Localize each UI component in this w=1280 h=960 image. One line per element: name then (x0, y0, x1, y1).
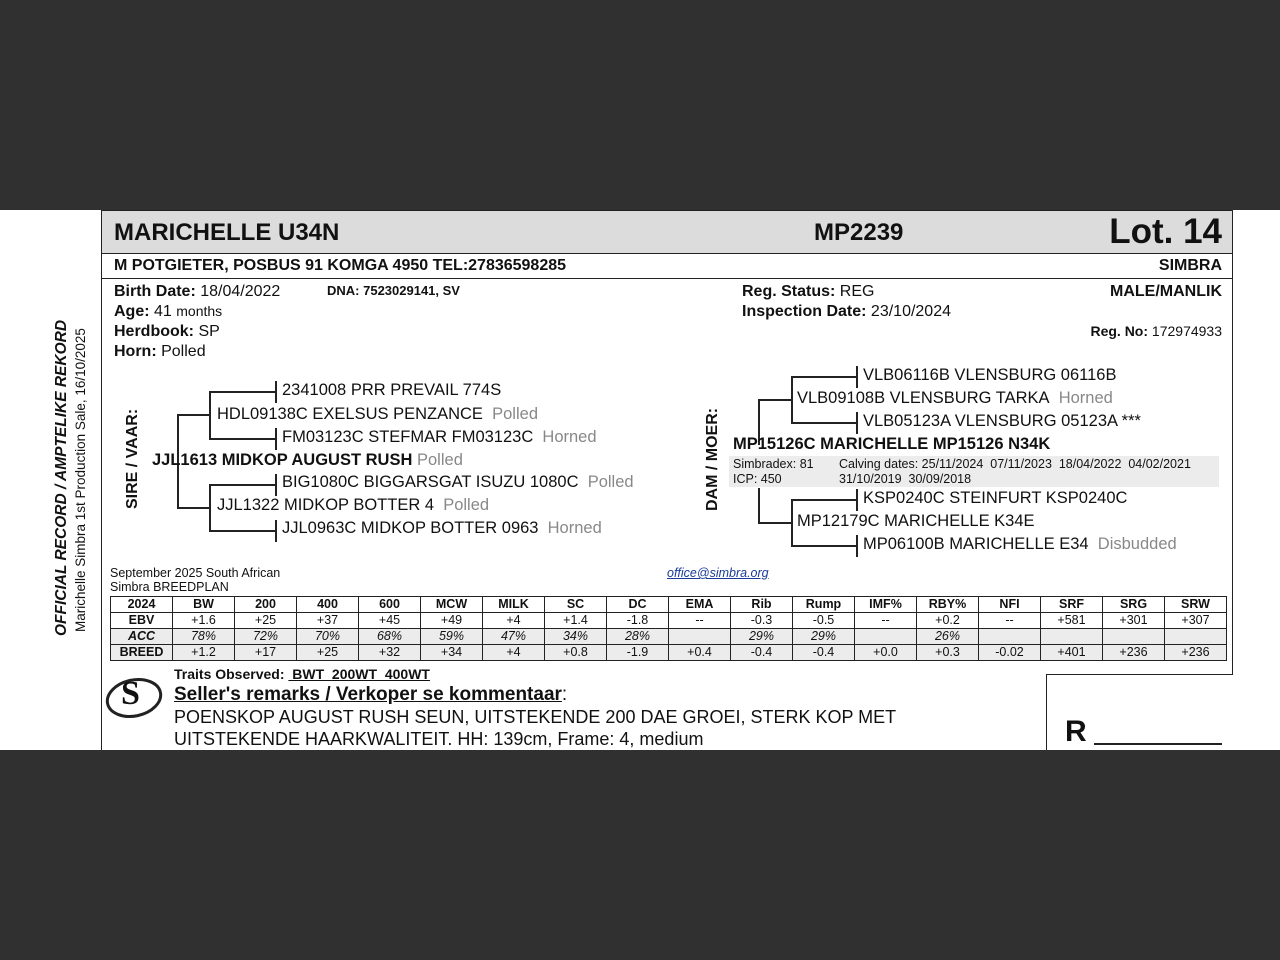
ebv-cell: -- (669, 613, 731, 629)
ebv-header-cell: 200 (235, 597, 297, 613)
dam-connector (856, 412, 858, 434)
ebv-cell: +0.3 (917, 645, 979, 661)
logo-letter: S (121, 675, 140, 712)
sss-name: 2341008 PRR PREVAIL 774S (282, 381, 502, 399)
dam-sire-sire (863, 366, 1116, 385)
currency-letter: R (1065, 715, 1087, 748)
ebv-cell: +307 (1165, 613, 1227, 629)
ebv-cell: 72% (235, 629, 297, 645)
sire-status: Polled (417, 451, 463, 469)
animal-code: MP2239 (814, 219, 904, 246)
ebv-row-label: EBV (111, 613, 173, 629)
sire-connector (177, 507, 209, 509)
ds-status: Horned (1058, 389, 1113, 407)
birth-date-value: 18/04/2022 (200, 283, 281, 300)
ebv-cell: -0.02 (979, 645, 1041, 661)
ebv-row-label: BREED (111, 645, 173, 661)
horn-label: Horn: (114, 343, 157, 360)
dam-dam-dam (863, 535, 1177, 554)
dam-connector (758, 488, 760, 522)
ebv-cell (1103, 629, 1165, 645)
ebv-cell: 26% (917, 629, 979, 645)
sire (152, 451, 463, 470)
ebv-cell: +1.6 (173, 613, 235, 629)
dam-connector (758, 399, 792, 401)
ebv-header-cell: Rump (793, 597, 855, 613)
ebv-cell: -0.4 (731, 645, 793, 661)
dam-sire (797, 389, 1113, 408)
dam-sire-dam (863, 412, 1141, 431)
dam-connector (791, 545, 857, 547)
ddd-status: Disbudded (1097, 535, 1177, 553)
ss-status: Polled (492, 405, 538, 423)
sire-name: JJL1613 MIDKOP AUGUST RUSH (152, 451, 413, 469)
ebv-cell: -0.3 (731, 613, 793, 629)
remarks-title-text: Seller's remarks / Verkoper se kommentaar (174, 684, 562, 705)
sire-connector (275, 520, 277, 542)
ebv-cell: +0.4 (669, 645, 731, 661)
ebv-cell: 70% (297, 629, 359, 645)
price-underline (1094, 743, 1222, 745)
sds-name: BIG1080C BIGGARSGAT ISUZU 1080C (282, 473, 579, 491)
price-box (1046, 674, 1233, 750)
icp: ICP: 450 (733, 472, 782, 486)
ebv-header-cell: SRG (1103, 597, 1165, 613)
calving-dates-cont: 31/10/2019 30/09/2018 (839, 472, 972, 486)
reg-status-label: Reg. Status: (742, 283, 836, 300)
dam-connector (791, 376, 857, 378)
horn (114, 343, 206, 361)
sire-connector (209, 391, 211, 438)
sire-sire-sire (282, 381, 501, 400)
owner-bar (102, 254, 1232, 279)
email-link[interactable]: office@simbra.org (667, 566, 769, 580)
ebv-cell: +25 (235, 613, 297, 629)
sire-dam (217, 496, 489, 515)
inspection-date (742, 303, 951, 321)
ebv-cell: +34 (421, 645, 483, 661)
ebv-cell (1165, 629, 1227, 645)
simbradex: Simbradex: 81 (733, 457, 814, 471)
dam-connector (856, 535, 858, 557)
reg-number-value: 172974933 (1151, 323, 1222, 339)
breedplan-line1: September 2025 South African (110, 566, 281, 580)
reg-status (742, 283, 874, 301)
ebv-row-label: ACC (111, 629, 173, 645)
dam-dam-sire (863, 489, 1127, 508)
ebv-header-cell: SC (545, 597, 607, 613)
ebv-cell: -0.4 (793, 645, 855, 661)
ebv-cell: +236 (1103, 645, 1165, 661)
ebv-cell: +25 (297, 645, 359, 661)
sire-connector (177, 414, 209, 416)
ebv-cell: 34% (545, 629, 607, 645)
sire-label: SIRE / VAAR: (124, 408, 141, 510)
ebv-cell: 47% (483, 629, 545, 645)
header-bar (102, 210, 1232, 254)
dd-name: MP12179C MARICHELLE K34E (797, 512, 1035, 530)
ebv-cell: -1.8 (607, 613, 669, 629)
sire-connector (209, 484, 276, 486)
age-value: 41 (154, 303, 172, 320)
ebv-table (110, 596, 1227, 661)
ebv-header-cell: 400 (297, 597, 359, 613)
sire-connector (209, 484, 211, 530)
ebv-cell: 28% (607, 629, 669, 645)
ebv-row-ebv (111, 613, 1227, 629)
ebv-cell: +1.2 (173, 645, 235, 661)
dam-connector (791, 376, 793, 422)
age (114, 303, 222, 321)
ss-name: HDL09138C EXELSUS PENZANCE (217, 405, 483, 423)
ebv-cell: 29% (793, 629, 855, 645)
ebv-header-cell: BW (173, 597, 235, 613)
remarks-line2: UITSTEKENDE HAARKWALITEIT. HH: 139cm, Frame: 4, medium (174, 729, 704, 749)
ebv-header-cell: Rib (731, 597, 793, 613)
ebv-header-cell: MILK (483, 597, 545, 613)
ebv-cell: 59% (421, 629, 483, 645)
reg-status-value: REG (839, 283, 875, 300)
dam-connector (791, 499, 793, 545)
ebv-cell (669, 629, 731, 645)
ebv-cell: +301 (1103, 613, 1165, 629)
ebv-cell: -- (979, 613, 1041, 629)
ebv-cell: +37 (297, 613, 359, 629)
dsd-name: VLB05123A VLENSBURG 05123A *** (863, 412, 1141, 430)
ebv-header-cell: 2024 (111, 597, 173, 613)
ebv-cell: 68% (359, 629, 421, 645)
ebv-row-acc (111, 629, 1227, 645)
inspection-date-value: 23/10/2024 (870, 303, 951, 320)
ebv-cell: +4 (483, 645, 545, 661)
ebv-cell: +0.8 (545, 645, 607, 661)
sire-sire-dam (282, 428, 597, 447)
ebv-row-breed (111, 645, 1227, 661)
age-label: Age: (114, 303, 150, 320)
sdd-name: JJL0963C MIDKOP BOTTER 0963 (282, 519, 539, 537)
remarks-title (174, 684, 567, 706)
sire-connector (275, 381, 277, 403)
ebv-cell: +0.2 (917, 613, 979, 629)
ds-name: VLB09108B VLENSBURG TARKA (797, 389, 1050, 407)
dam-label: DAM / MOER: (704, 407, 721, 511)
sd-status: Polled (443, 496, 490, 514)
official-record-title: OFFICIAL RECORD / AMPTELIKE REKORD (53, 319, 70, 637)
sire-connector (209, 530, 276, 532)
ebv-cell: +236 (1165, 645, 1227, 661)
sire-dam-dam (282, 519, 602, 538)
herdbook (114, 323, 220, 341)
ebv-cell: +49 (421, 613, 483, 629)
inspection-date-label: Inspection Date: (742, 303, 867, 320)
ebv-cell: -1.9 (607, 645, 669, 661)
ebv-cell: +401 (1041, 645, 1103, 661)
herdbook-label: Herdbook: (114, 323, 194, 340)
ebv-header-cell: MCW (421, 597, 483, 613)
ebv-cell (855, 629, 917, 645)
horn-value: Polled (161, 343, 206, 360)
ebv-cell: +17 (235, 645, 297, 661)
traits-label: Traits Observed: (174, 666, 285, 682)
sale-record-card (0, 210, 1280, 750)
ebv-header-cell: 600 (359, 597, 421, 613)
dam-connector (791, 499, 857, 501)
traits-value: BWT 200WT 400WT (288, 666, 430, 682)
sire-dam-sire (282, 473, 634, 492)
ebv-header-cell: SRF (1041, 597, 1103, 613)
traits-observed (174, 666, 430, 682)
ebv-header-cell: IMF% (855, 597, 917, 613)
ebv-cell: +45 (359, 613, 421, 629)
ebv-cell: -0.5 (793, 613, 855, 629)
dds-name: KSP0240C STEINFURT KSP0240C (863, 489, 1128, 507)
dam-dam (797, 512, 1035, 531)
dam-connector (856, 489, 858, 511)
sdd-status: Horned (547, 519, 602, 537)
ebv-header-cell: RBY% (917, 597, 979, 613)
dna-info: DNA: 7523029141, SV (327, 283, 460, 298)
reg-number-label: Reg. No: (1090, 323, 1149, 339)
birth-date-label: Birth Date: (114, 283, 196, 300)
breedplan-line2: Simbra BREEDPLAN (110, 580, 229, 594)
ebv-cell: +4 (483, 613, 545, 629)
herdbook-value: SP (198, 323, 220, 340)
ebv-cell: +581 (1041, 613, 1103, 629)
ebv-cell (979, 629, 1041, 645)
ddd-name: MP06100B MARICHELLE E34 (863, 535, 1089, 553)
ebv-cell (1041, 629, 1103, 645)
sire-sire (217, 405, 538, 424)
ebv-header-row (111, 597, 1227, 613)
sire-connector (209, 391, 276, 393)
dam-connector (758, 522, 792, 524)
sex-label: MALE/MANLIK (1110, 283, 1222, 300)
breed-label: SIMBRA (1158, 257, 1222, 274)
ebv-header-cell: DC (607, 597, 669, 613)
birth-date (114, 283, 280, 301)
sds-status: Polled (587, 473, 634, 491)
sd-name: JJL1322 MIDKOP BOTTER 4 (217, 496, 435, 514)
ebv-header-cell: SRW (1165, 597, 1227, 613)
ebv-cell: 29% (731, 629, 793, 645)
animal-name: MARICHELLE U34N (114, 219, 340, 246)
ebv-cell: -- (855, 613, 917, 629)
ebv-cell: 78% (173, 629, 235, 645)
ebv-cell: +0.0 (855, 645, 917, 661)
reg-number (1090, 323, 1222, 339)
sale-subtitle: Marichelle Simbra 1st Production Sale, 16/10/2025 (73, 328, 88, 633)
ebv-header-cell: EMA (669, 597, 731, 613)
remarks-line1: POENSKOP AUGUST RUSH SEUN, UITSTEKENDE 200 DAE GROEI, STERK KOP MET (174, 707, 897, 727)
dam-name: MP15126C MARICHELLE MP15126 N34K (733, 435, 1051, 453)
simbra-logo (104, 673, 160, 717)
ebv-cell: +32 (359, 645, 421, 661)
dss-name: VLB06116B VLENSBURG 06116B (863, 366, 1117, 384)
sire-connector (275, 428, 277, 450)
owner-info: M POTGIETER, POSBUS 91 KOMGA 4950 TEL:27836598285 (114, 257, 567, 274)
ebv-header-cell: NFI (979, 597, 1041, 613)
dam-connector (791, 422, 857, 424)
sire-connector (209, 438, 276, 440)
ssd-name: FM03123C STEFMAR FM03123C (282, 428, 534, 446)
sire-connector (275, 474, 277, 496)
age-unit: months (176, 303, 223, 319)
remarks-colon: : (561, 684, 568, 705)
ebv-cell: +1.4 (545, 613, 607, 629)
lot-number: Lot. 14 (1109, 212, 1222, 251)
calving-dates: Calving dates: 25/11/2024 07/11/2023 18/04/2022 04/02/2021 (839, 457, 1191, 471)
dam-connector (856, 366, 858, 388)
ssd-status: Horned (542, 428, 597, 446)
